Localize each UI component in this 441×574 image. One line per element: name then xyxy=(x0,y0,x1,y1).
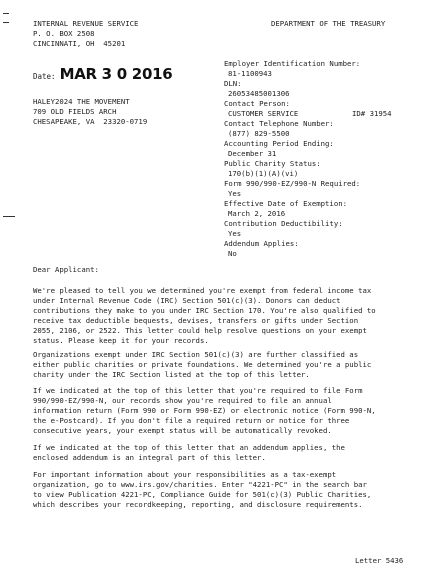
paragraph-line: If we indicated at the top of this letter that you're required to file Form xyxy=(33,386,363,395)
paragraph-information xyxy=(33,470,423,510)
detail-label: Public Charity Status: xyxy=(224,159,321,168)
detail-label: Form 990/990-EZ/990-N Required: xyxy=(224,179,361,188)
date-stamp: MAR 3 0 2016 xyxy=(59,65,173,83)
paragraph-line: For important information about your responsibilities as a tax-exempt xyxy=(33,470,337,479)
letter-details xyxy=(224,59,392,259)
paragraph-line: under Internal Revenue Code (IRC) Section 501(c)(3). Donors can deduct xyxy=(33,296,341,305)
paragraph-line: organization, go to www.irs.gov/charities. Enter "4221-PC" in the search bar xyxy=(33,480,367,489)
punch-mark-top xyxy=(3,13,9,14)
paragraph-line: We're pleased to tell you we determined you're exempt from federal income tax xyxy=(33,286,372,295)
fold-mark xyxy=(3,216,15,217)
detail-label: Contact Person: xyxy=(224,99,290,108)
paragraph-line: charity under the IRC Section listed at the top of this letter. xyxy=(33,370,310,379)
date-line xyxy=(33,65,173,83)
paragraph-line: enclosed addendum is an integral part of this letter. xyxy=(33,453,266,462)
paragraph-line: status. Please keep it for your records. xyxy=(33,336,209,345)
detail-value: No xyxy=(228,249,237,258)
detail-label: Contribution Deductibility: xyxy=(224,219,343,228)
paragraph-line: 990/990-EZ/990-N, our records show you're required to file an annual xyxy=(33,396,332,405)
sender-name: INTERNAL REVENUE SERVICE xyxy=(33,19,139,28)
punch-mark-top-2 xyxy=(3,22,9,23)
detail-value xyxy=(224,109,392,119)
recipient-line-1: HALEY2024 THE MOVEMENT xyxy=(33,97,130,106)
recipient-address xyxy=(33,97,147,127)
paragraph-line: Organizations exempt under IRC Section 501(c)(3) are further classified as xyxy=(33,350,359,359)
paragraph-line: 2055, 2106, or 2522. This letter could help resolve questions on your exempt xyxy=(33,326,367,335)
paragraph-line: receive tax deductible bequests, devises, transfers or gifts under Section xyxy=(33,316,359,325)
paragraph-line: consecutive years, your exempt status will be automatically revoked. xyxy=(33,426,332,435)
paragraph-filing xyxy=(33,386,423,436)
detail-value: Yes xyxy=(228,189,242,198)
detail-value: 26053485001306 xyxy=(228,89,290,98)
detail-value: March 2, 2016 xyxy=(228,209,286,218)
sender-city: CINCINNATI, OH 45201 xyxy=(33,39,126,48)
date-label: Date: xyxy=(33,72,56,81)
paragraph-line: If we indicated at the top of this letter that an addendum applies, the xyxy=(33,443,345,452)
sender-address xyxy=(33,19,138,49)
paragraph-line: which describes your recordkeeping, reporting, and disclosure requirements. xyxy=(33,500,363,509)
department-header: DEPARTMENT OF THE TREASURY xyxy=(271,19,386,28)
contact-id: ID# 31954 xyxy=(352,109,392,118)
sender-po-box: P. O. BOX 2508 xyxy=(33,29,95,38)
paragraph-classification xyxy=(33,350,423,380)
detail-value: 170(b)(1)(A)(vi) xyxy=(228,169,299,178)
detail-value: (877) 829-5500 xyxy=(228,129,290,138)
detail-value: December 31 xyxy=(228,149,277,158)
paragraph-line: to view Publication 4221-PC, Compliance Guide for 501(c)(3) Public Charities, xyxy=(33,490,372,499)
detail-label: Employer Identification Number: xyxy=(224,59,361,68)
detail-label: DLN: xyxy=(224,79,242,88)
paragraph-line: information return (Form 990 or Form 990-EZ) or electronic notice (Form 990-N, xyxy=(33,406,376,415)
paragraph-line: either public charities or private foundations. We determined you're a public xyxy=(33,360,372,369)
detail-label: Effective Date of Exemption: xyxy=(224,199,348,208)
detail-label: Accounting Period Ending: xyxy=(224,139,334,148)
recipient-line-3: CHESAPEAKE, VA 23320-0719 xyxy=(33,117,148,126)
detail-label: Addendum Applies: xyxy=(224,239,299,248)
paragraph-addendum xyxy=(33,443,423,463)
detail-value: 81-1100943 xyxy=(228,69,272,78)
salutation: Dear Applicant: xyxy=(33,265,99,274)
recipient-line-2: 709 OLD FIELDS ARCH xyxy=(33,107,117,116)
contact-person-value: CUSTOMER SERVICE xyxy=(228,109,299,118)
paragraph-exemption xyxy=(33,286,423,346)
paragraph-line: the e-Postcard). If you don't file a required return or notice for three xyxy=(33,416,350,425)
detail-label: Contact Telephone Number: xyxy=(224,119,334,128)
paragraph-line: contributions they make to you under IRC Section 170. You're also qualified to xyxy=(33,306,376,315)
detail-value: Yes xyxy=(228,229,242,238)
letter-number: Letter 5436 xyxy=(355,556,404,565)
